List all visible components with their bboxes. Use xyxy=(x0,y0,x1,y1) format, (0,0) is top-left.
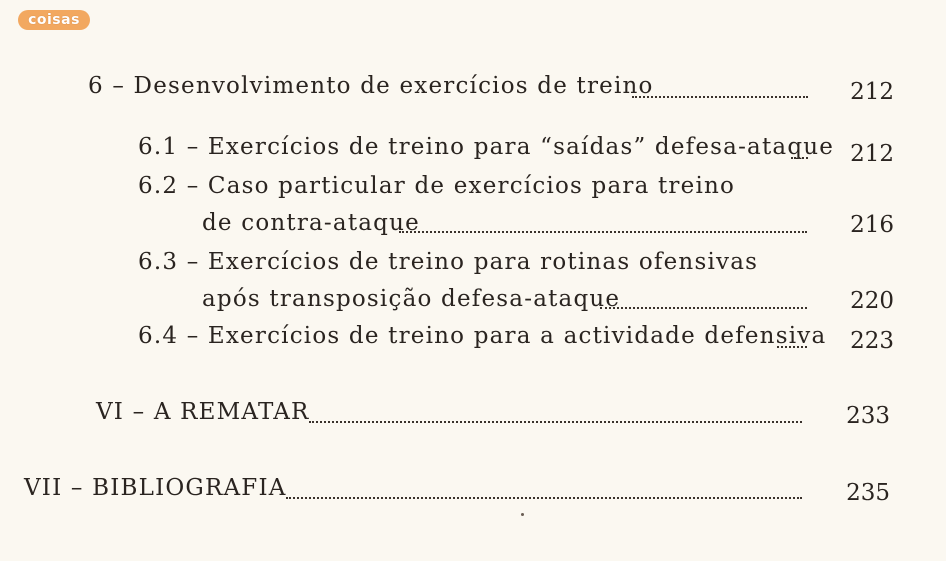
watermark-logo: coisas xyxy=(18,10,90,30)
toc-leader-dots xyxy=(632,92,808,98)
toc-entry-6-1-page: 212 xyxy=(850,141,894,167)
toc-entry-6-3-page: 220 xyxy=(850,288,894,314)
toc-entry-6-4-page: 223 xyxy=(850,328,894,354)
toc-entry-6-2-page: 216 xyxy=(850,212,894,238)
toc-entry-vi-title: VI – A REMATAR xyxy=(96,399,310,425)
toc-leader-dots xyxy=(399,227,807,233)
paper-speck xyxy=(521,513,524,516)
toc-leader-dots xyxy=(791,153,808,159)
toc-leader-dots xyxy=(309,417,802,423)
toc-entry-vii-title: VII – BIBLIOGRAFIA xyxy=(24,475,287,501)
toc-entry-6-1-title: 6.1 – Exercícios de treino para “saídas” defesa-ataque xyxy=(138,134,835,160)
toc-entry-6-2-title-cont: de contra-ataque xyxy=(202,210,420,236)
toc-entry-6-title: 6 – Desenvolvimento de exercícios de treino xyxy=(88,73,654,99)
toc-entry-6-2-title: 6.2 – Caso particular de exercícios para treino xyxy=(138,173,736,199)
toc-entry-6-page: 212 xyxy=(850,79,894,105)
toc-entry-6-3-title-cont: após transposição defesa-ataque xyxy=(202,286,621,312)
toc-leader-dots xyxy=(286,493,802,499)
toc-entry-6-3-title: 6.3 – Exercícios de treino para rotinas ofensivas xyxy=(138,249,759,275)
toc-entry-vii-page: 235 xyxy=(846,480,890,506)
toc-leader-dots xyxy=(600,303,807,309)
toc-entry-vi-page: 233 xyxy=(846,403,890,429)
toc-entry-6-4-title: 6.4 – Exercícios de treino para a actividade defensiva xyxy=(138,323,827,349)
toc-leader-dots xyxy=(777,342,807,348)
